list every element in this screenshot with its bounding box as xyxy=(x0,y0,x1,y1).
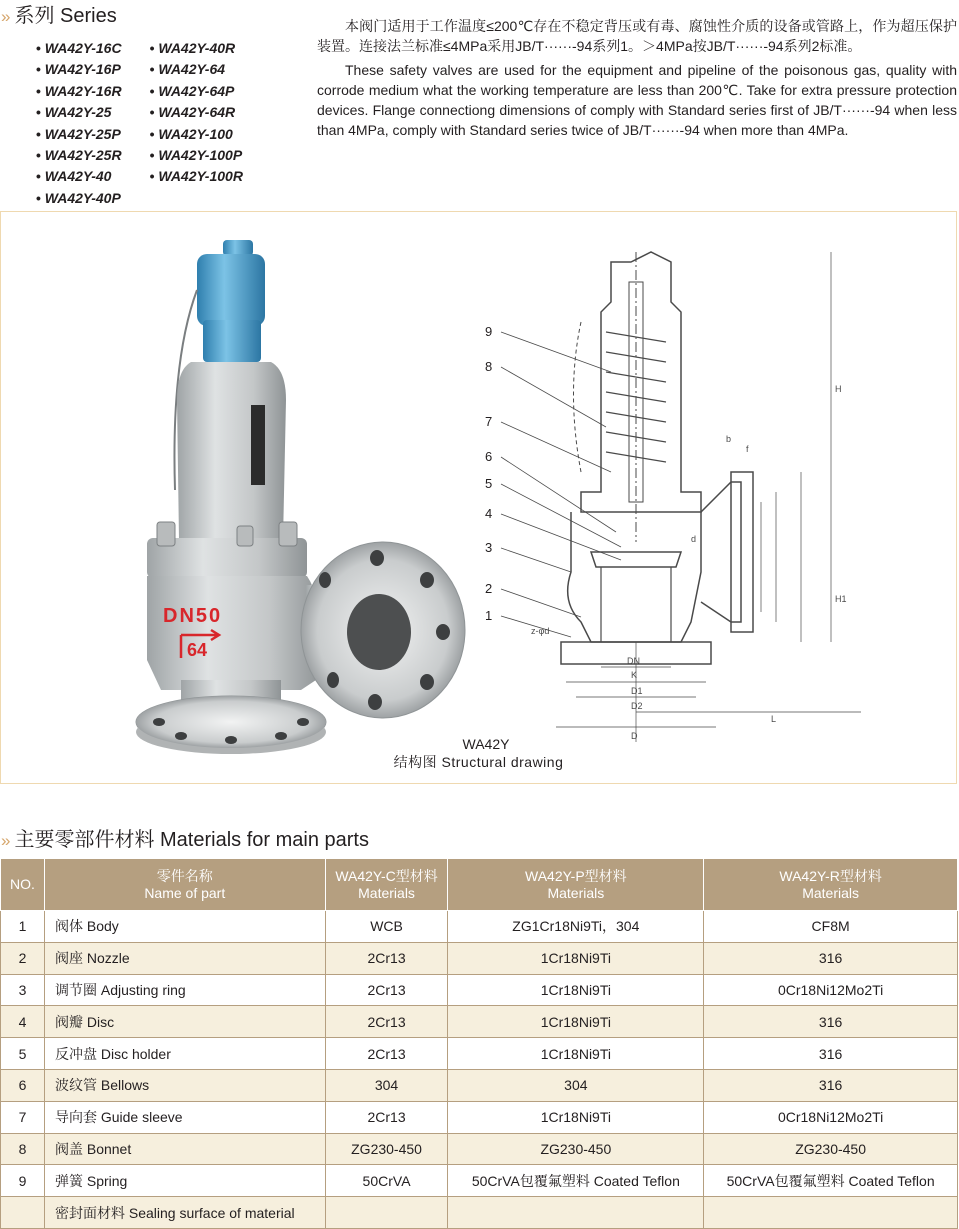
cell-p: ZG1Cr18Ni9Ti，304 xyxy=(448,911,704,943)
cell-r: 50CrVA包覆氟塑料 Coated Teflon xyxy=(704,1165,958,1197)
dim-b: b xyxy=(726,434,732,444)
cell-no: 6 xyxy=(1,1069,45,1101)
series-heading xyxy=(1,0,117,28)
col-name-en: Name of part xyxy=(144,884,226,901)
cell-r: 0Cr18Ni12Mo2Ti xyxy=(704,974,958,1006)
model-item: • WA42Y-100P xyxy=(150,145,243,166)
col-name xyxy=(44,859,325,911)
cell-name: 阀盖 Bonnet xyxy=(44,1133,325,1165)
model-column-1 xyxy=(36,38,122,209)
model-item: • WA42Y-64R xyxy=(150,102,243,123)
col-c xyxy=(325,859,448,911)
cell-no: 9 xyxy=(1,1165,45,1197)
cell-c: 2Cr13 xyxy=(325,1006,448,1038)
col-p-en: Materials xyxy=(547,884,605,901)
bonnet xyxy=(177,362,286,540)
chevron-icon: » xyxy=(1,831,9,850)
caption-model: WA42Y xyxy=(462,736,510,752)
cell-c: 304 xyxy=(325,1069,448,1101)
model-item: • WA42Y-25R xyxy=(36,145,122,166)
callout-6: 6 xyxy=(485,449,493,464)
col-no: NO. xyxy=(1,859,45,911)
callout-7: 7 xyxy=(485,414,493,429)
cell-name: 密封面材料 Sealing surface of material xyxy=(44,1197,325,1229)
callout-numbers xyxy=(485,324,492,623)
col-name-zh: 零件名称 xyxy=(156,867,213,884)
model-item: • WA42Y-40R xyxy=(150,38,243,59)
table-header xyxy=(1,859,958,911)
col-r-zh: WA42Y-R型材料 xyxy=(779,867,882,884)
model-item: • WA42Y-16C xyxy=(36,38,122,59)
callout-2: 2 xyxy=(485,581,493,596)
dim-zd: z-φd xyxy=(531,626,550,636)
outlet-bore xyxy=(347,594,411,670)
cell-p: 304 xyxy=(448,1069,704,1101)
cell-p: 1Cr18Ni9Ti xyxy=(448,1038,704,1070)
materials-heading xyxy=(1,823,369,852)
cell-no: 2 xyxy=(1,942,45,974)
callout-3: 3 xyxy=(485,540,493,555)
callout-8: 8 xyxy=(485,359,493,374)
col-c-zh: WA42Y-C型材料 xyxy=(335,867,438,884)
structural-drawing xyxy=(471,242,871,757)
table-row xyxy=(1,942,958,974)
cell-p: 1Cr18Ni9Ti xyxy=(448,974,704,1006)
table-row xyxy=(1,1197,958,1229)
series-title: 系列 Series xyxy=(14,5,117,27)
table-row xyxy=(1,911,958,943)
cell-name: 调节圈 Adjusting ring xyxy=(44,974,325,1006)
cell-r: 316 xyxy=(704,1006,958,1038)
col-r xyxy=(704,859,958,911)
cell-name: 阀体 Body xyxy=(44,911,325,943)
cell-p: 1Cr18Ni9Ti xyxy=(448,1101,704,1133)
valve-body xyxy=(147,576,321,690)
valve-photo xyxy=(111,240,531,770)
dim-k: K xyxy=(631,670,638,680)
cell-name: 阀瓣 Disc xyxy=(44,1006,325,1038)
cell-c: 2Cr13 xyxy=(325,942,448,974)
model-item: • WA42Y-100R xyxy=(150,166,243,187)
table-row xyxy=(1,1038,958,1070)
intro-en: These safety valves are used for the equipment and pipeline of the poisonous gas, quality with corrode medium what the working temperature are less than 200℃. Take for extra pressure protection devices. Flange connectiong dimensions of comply with Standard series first of JB/T······-94 when less than 4MPa, comply with Standard series twice of JB/T······-94 when more than 4MPa. xyxy=(317,61,957,139)
materials-table xyxy=(0,858,958,1229)
model-item: • WA42Y-16P xyxy=(36,59,122,80)
drawing-cap xyxy=(581,252,701,512)
cell-no: 7 xyxy=(1,1101,45,1133)
table-row xyxy=(1,1133,958,1165)
table-row xyxy=(1,1006,958,1038)
col-r-en: Materials xyxy=(802,884,859,901)
drawing-outlet xyxy=(701,482,741,622)
callout-5: 5 xyxy=(485,476,493,491)
cell-no: 4 xyxy=(1,1006,45,1038)
cell-r: 0Cr18Ni12Mo2Ti xyxy=(704,1101,958,1133)
cell-name: 阀座 Nozzle xyxy=(44,942,325,974)
cap-nut xyxy=(203,320,261,362)
cell-r: ZG230-450 xyxy=(704,1133,958,1165)
col-c-en: Materials xyxy=(358,884,415,901)
cell-no: 1 xyxy=(1,911,45,943)
callout-1: 1 xyxy=(485,608,493,623)
cell-no: 5 xyxy=(1,1038,45,1070)
table-row xyxy=(1,974,958,1006)
callout-leaders xyxy=(501,332,621,637)
intro-zh: 本阀门适用于工作温度≤200℃存在不稳定背压或有毒、腐蚀性介质的设备或管路上，作为超压保护装置。连接法兰标准≤4MPa采用JB/T······-94系列1。＞4MPa按JB/T······-94系列2标准。 xyxy=(317,18,957,55)
cell-r: 316 xyxy=(704,1038,958,1070)
marking-pn: 64 xyxy=(187,640,208,660)
table-row xyxy=(1,1069,958,1101)
col-p xyxy=(448,859,704,911)
cell-r: CF8M xyxy=(704,911,958,943)
cell-no xyxy=(1,1197,45,1229)
cell-name: 反冲盘 Disc holder xyxy=(44,1038,325,1070)
cell-c: ZG230-450 xyxy=(325,1133,448,1165)
cell-c: WCB xyxy=(325,911,448,943)
model-item: • WA42Y-40P xyxy=(36,188,122,209)
cell-p: ZG230-450 xyxy=(448,1133,704,1165)
dimension-labels xyxy=(531,384,847,741)
model-item: • WA42Y-40 xyxy=(36,166,122,187)
materials-title: 主要零部件材料 Materials for main parts xyxy=(14,829,369,851)
dim-d-small: d xyxy=(691,534,697,544)
cell-name: 弹簧 Spring xyxy=(44,1165,325,1197)
cell-c: 50CrVA xyxy=(325,1165,448,1197)
cell-p xyxy=(448,1197,704,1229)
callout-9: 9 xyxy=(485,324,493,339)
cell-r: 316 xyxy=(704,942,958,974)
model-column-2 xyxy=(150,38,243,209)
drawing-bonnet-left xyxy=(574,322,582,472)
col-p-zh: WA42Y-P型材料 xyxy=(525,867,627,884)
model-item: • WA42Y-100 xyxy=(150,124,243,145)
cell-c: 2Cr13 xyxy=(325,974,448,1006)
model-item: • WA42Y-25P xyxy=(36,124,122,145)
drawing-bore xyxy=(601,567,671,642)
cell-r: 316 xyxy=(704,1069,958,1101)
cell-c: 2Cr13 xyxy=(325,1038,448,1070)
callout-4: 4 xyxy=(485,506,493,521)
model-item: • WA42Y-64P xyxy=(150,81,243,102)
cell-name: 导向套 Guide sleeve xyxy=(44,1101,325,1133)
dim-f: f xyxy=(746,444,749,454)
model-item: • WA42Y-64 xyxy=(150,59,243,80)
cell-no: 8 xyxy=(1,1133,45,1165)
cell-r xyxy=(704,1197,958,1229)
model-list xyxy=(36,38,243,209)
cell-c: 2Cr13 xyxy=(325,1101,448,1133)
dim-d: D xyxy=(631,731,638,741)
cell-c xyxy=(325,1197,448,1229)
model-item: • WA42Y-25 xyxy=(36,102,122,123)
model-item: • WA42Y-16R xyxy=(36,81,122,102)
figure-frame xyxy=(0,211,957,784)
cell-p: 50CrVA包覆氟塑料 Coated Teflon xyxy=(448,1165,704,1197)
dim-d2: D2 xyxy=(631,701,643,711)
cap-top xyxy=(223,240,253,256)
chevron-icon: » xyxy=(1,7,9,26)
cell-no: 3 xyxy=(1,974,45,1006)
drawing-body xyxy=(568,512,701,642)
drawing-outlet-flange xyxy=(731,472,753,632)
marking-dn: DN50 xyxy=(163,605,223,627)
intro-text xyxy=(317,16,957,144)
dim-h1: H1 xyxy=(835,594,847,604)
nameplate xyxy=(251,405,265,485)
dim-dn: DN xyxy=(627,656,640,666)
dim-h: H xyxy=(835,384,842,394)
dim-l: L xyxy=(771,714,777,724)
cell-name: 波纹管 Bellows xyxy=(44,1069,325,1101)
drawing-disc xyxy=(591,552,681,567)
table-row xyxy=(1,1165,958,1197)
caption-text: 结构图 Structural drawing xyxy=(393,754,564,770)
figure-caption xyxy=(0,735,957,771)
cell-p: 1Cr18Ni9Ti xyxy=(448,1006,704,1038)
table-row xyxy=(1,1101,958,1133)
cap xyxy=(197,254,265,326)
cell-p: 1Cr18Ni9Ti xyxy=(448,942,704,974)
dim-d1: D1 xyxy=(631,686,643,696)
